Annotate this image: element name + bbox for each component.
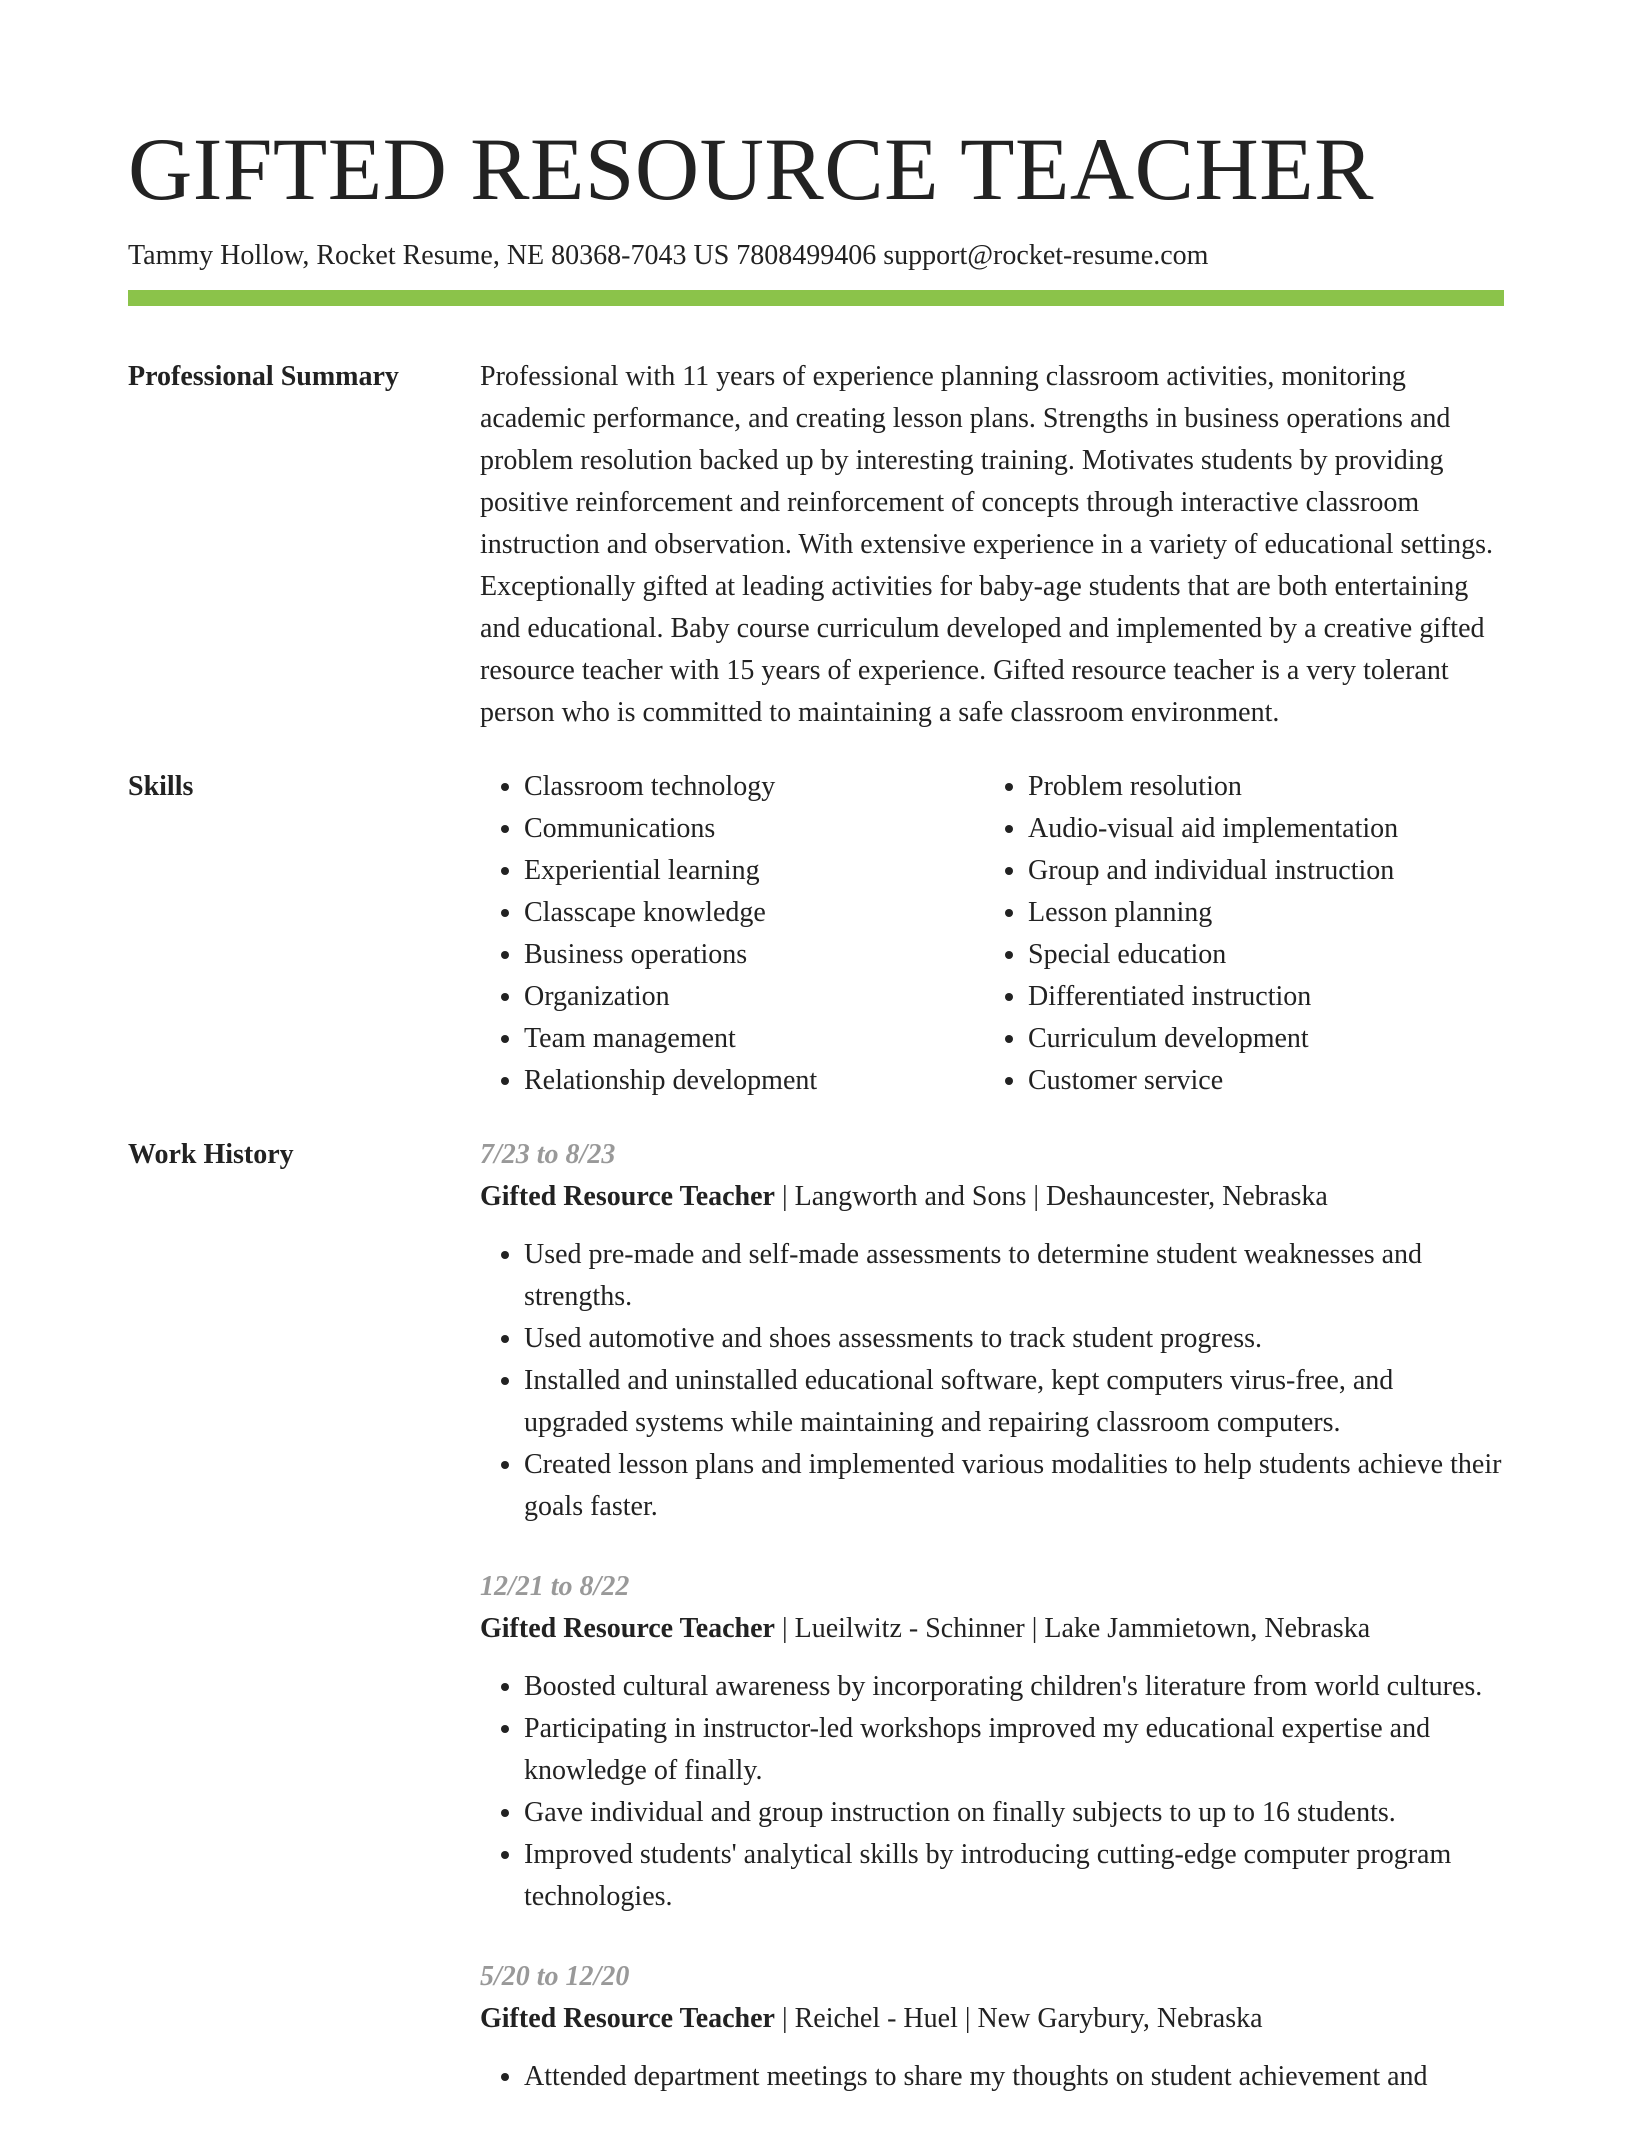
job-title: Gifted Resource Teacher	[480, 1613, 775, 1644]
summary-heading: Professional Summary	[128, 361, 399, 392]
skill-item: • Business operations	[524, 934, 984, 976]
summary-text: Professional with 11 years of experience planning classroom activities, monitoring academic performance, and creating lesson plans. Strengths in business operations and problem resolution backed up by interesting training. Motivates students by providing positive reinforcement and reinforcement of concepts through interactive classroom instruction and observation. With extensive experience in a variety of educational settings. Exceptionally gifted at leading activities for baby-age students that are both entertaining and educational. Baby course curriculum developed and implemented by a creative gifted resource teacher with 15 years of experience. Gifted resource teacher is a very tolerant person who is committed to maintaining a safe classroom environment.	[480, 361, 1494, 728]
job-heading	[480, 1998, 1504, 2040]
skill-item: • Experiential learning	[524, 850, 984, 892]
contact-line: Tammy Hollow, Rocket Resume, NE 80368-7043 US 7808499406 support@rocket-resume.com	[128, 240, 1209, 271]
skill-item: • Customer service	[1028, 1060, 1488, 1102]
skill-item: • Problem resolution	[1028, 766, 1488, 808]
skill-item: • Communications	[524, 808, 984, 850]
resume-title: GIFTED RESOURCE TEACHER	[128, 121, 1375, 219]
work-history-heading: Work History	[128, 1139, 294, 1170]
skill-item: • Classcape knowledge	[524, 892, 984, 934]
skills-heading: Skills	[128, 771, 194, 802]
work-history-entries	[480, 1134, 1504, 2136]
work-history-section	[128, 1134, 1504, 2136]
skill-item: • Special education	[1028, 934, 1488, 976]
skills-columns	[480, 766, 1504, 1102]
summary-section	[128, 356, 1504, 734]
responsibility-item: • Used automotive and shoes assessments to track student progress.	[524, 1318, 1504, 1360]
skill-item: • Lesson planning	[1028, 892, 1488, 934]
responsibility-item: • Participating in instructor-led workshops improved my educational expertise and knowledge of finally.	[524, 1708, 1504, 1792]
accent-divider	[128, 290, 1504, 306]
job-responsibilities	[480, 1234, 1504, 1528]
skills-list-right	[984, 766, 1488, 1102]
job-heading	[480, 1176, 1504, 1218]
skill-item: • Team management	[524, 1018, 984, 1060]
job-responsibilities	[480, 2056, 1504, 2098]
skill-item: • Classroom technology	[524, 766, 984, 808]
job-employer-location: | Lueilwitz - Schinner | Lake Jammietown, Nebraska	[774, 1613, 1371, 1644]
skill-item: • Audio-visual aid implementation	[1028, 808, 1488, 850]
responsibility-item: • Used pre-made and self-made assessments to determine student weaknesses and strengths.	[524, 1234, 1504, 1318]
skills-section	[128, 766, 1504, 1102]
job-employer-location: | Langworth and Sons | Deshauncester, Nebraska	[774, 1181, 1328, 1212]
responsibility-item: • Boosted cultural awareness by incorporating children's literature from world cultures.	[524, 1666, 1504, 1708]
job-responsibilities	[480, 1666, 1504, 1918]
job-employer-location: | Reichel - Huel | New Garybury, Nebraska	[774, 2003, 1263, 2034]
job-heading	[480, 1608, 1504, 1650]
job-dates: 12/21 to 8/22	[480, 1571, 630, 1602]
responsibility-item: • Installed and uninstalled educational software, kept computers virus-free, and upgraded systems while maintaining and repairing classroom computers.	[524, 1360, 1504, 1444]
job-entry	[480, 1956, 1504, 2098]
job-title: Gifted Resource Teacher	[480, 2003, 775, 2034]
job-dates: 5/20 to 12/20	[480, 1961, 630, 1992]
responsibility-item: • Created lesson plans and implemented various modalities to help students achieve their goals faster.	[524, 1444, 1504, 1528]
responsibility-item: • Gave individual and group instruction on finally subjects to up to 16 students.	[524, 1792, 1504, 1834]
skill-item: • Differentiated instruction	[1028, 976, 1488, 1018]
job-title: Gifted Resource Teacher	[480, 1181, 775, 1212]
job-dates: 7/23 to 8/23	[480, 1139, 616, 1170]
skill-item: • Group and individual instruction	[1028, 850, 1488, 892]
job-entry	[480, 1566, 1504, 1918]
responsibility-item: • Attended department meetings to share my thoughts on student achievement and	[524, 2056, 1504, 2098]
skill-item: • Curriculum development	[1028, 1018, 1488, 1060]
job-entry	[480, 1134, 1504, 1528]
skill-item: • Organization	[524, 976, 984, 1018]
skills-list-left	[480, 766, 984, 1102]
responsibility-item: • Improved students' analytical skills by introducing cutting-edge computer program technologies.	[524, 1834, 1504, 1918]
skill-item: • Relationship development	[524, 1060, 984, 1102]
